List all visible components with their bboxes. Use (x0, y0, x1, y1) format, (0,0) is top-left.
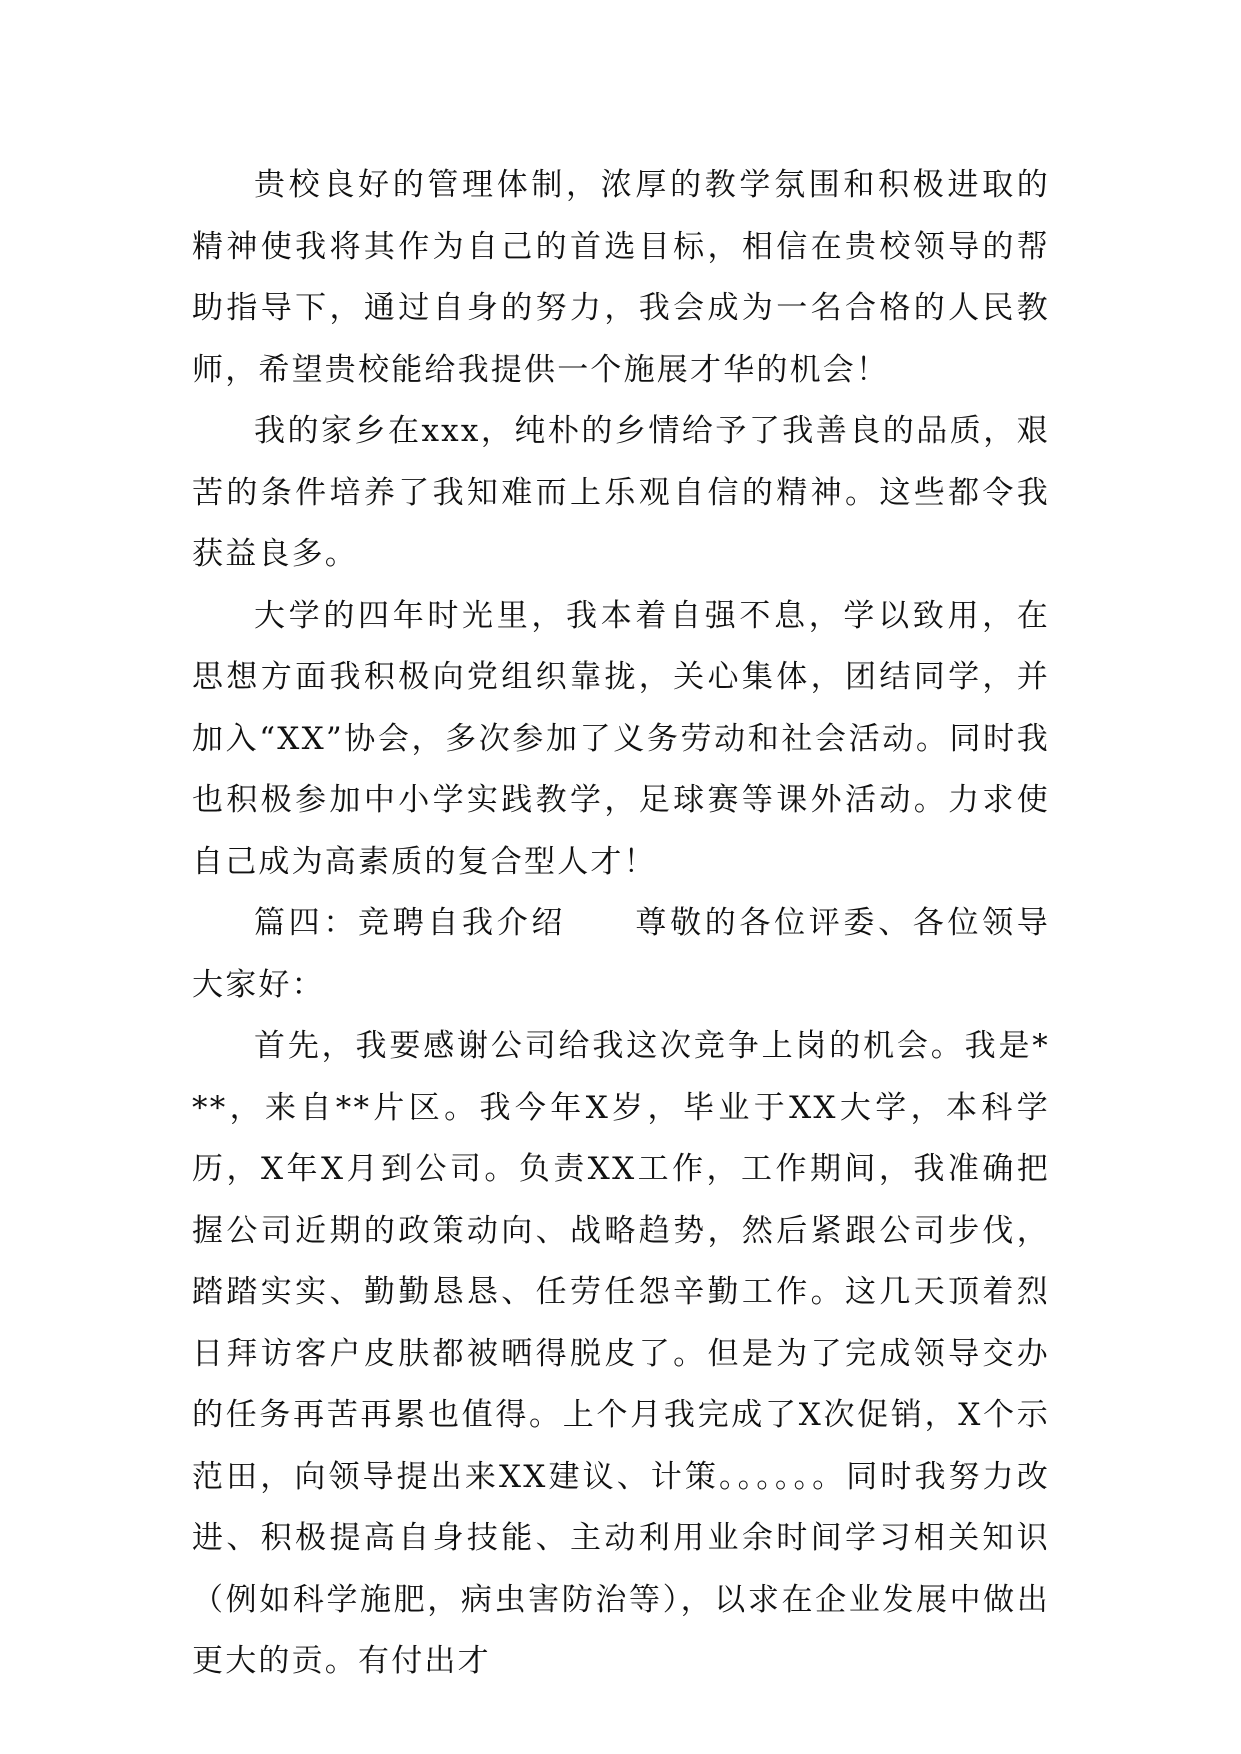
paragraph-hometown: 我的家乡在xxx，纯朴的乡情给予了我善良的品质，艰苦的条件培养了我知难而上乐观自信的精神。这些都令我获益良多。 (192, 413, 1050, 572)
paragraph-section-four-heading: 篇四：竞聘自我介绍 尊敬的各位评委、各位领导大家好： (192, 905, 1050, 1003)
paragraph-university: 大学的四年时光里，我本着自强不息，学以致用，在思想方面我积极向党组织靠拢，关心集体，团结同学，并加入“XX”协会，多次参加了义务劳动和社会活动。同时我也积极参加中小学实践教学，足球赛等课外活动。力求使自己成为高素质的复合型人才！ (192, 597, 1050, 880)
paragraph-school-goal: 贵校良好的管理体制，浓厚的教学氛围和积极进取的精神使我将其作为自己的首选目标，相信在贵校领导的帮助指导下，通过自身的努力，我会成为一名合格的人民教师，希望贵校能给我提供一个施展才华的机会！ (192, 167, 1050, 388)
document-body (192, 155, 1050, 1693)
paragraph-self-introduction: 首先，我要感谢公司给我这次竞争上岗的机会。我是***，来自**片区。我今年X岁，毕业于XX大学，本科学历，X年X月到公司。负责XX工作，工作期间，我准确把握公司近期的政策动向、战略趋势，然后紧跟公司步伐，踏踏实实、勤勤恳恳、任劳任怨辛勤工作。这几天顶着烈日拜访客户皮肤都被晒得脱皮了。但是为了完成领导交办的任务再苦再累也值得。上个月我完成了X次促销，X个示范田，向领导提出来XX建议、计策。。。。。。同时我努力改进、积极提高自身技能、主动利用业余时间学习相关知识（例如科学施肥，病虫害防治等），以求在企业发展中做出更大的贡。有付出才 (192, 1028, 1050, 1679)
